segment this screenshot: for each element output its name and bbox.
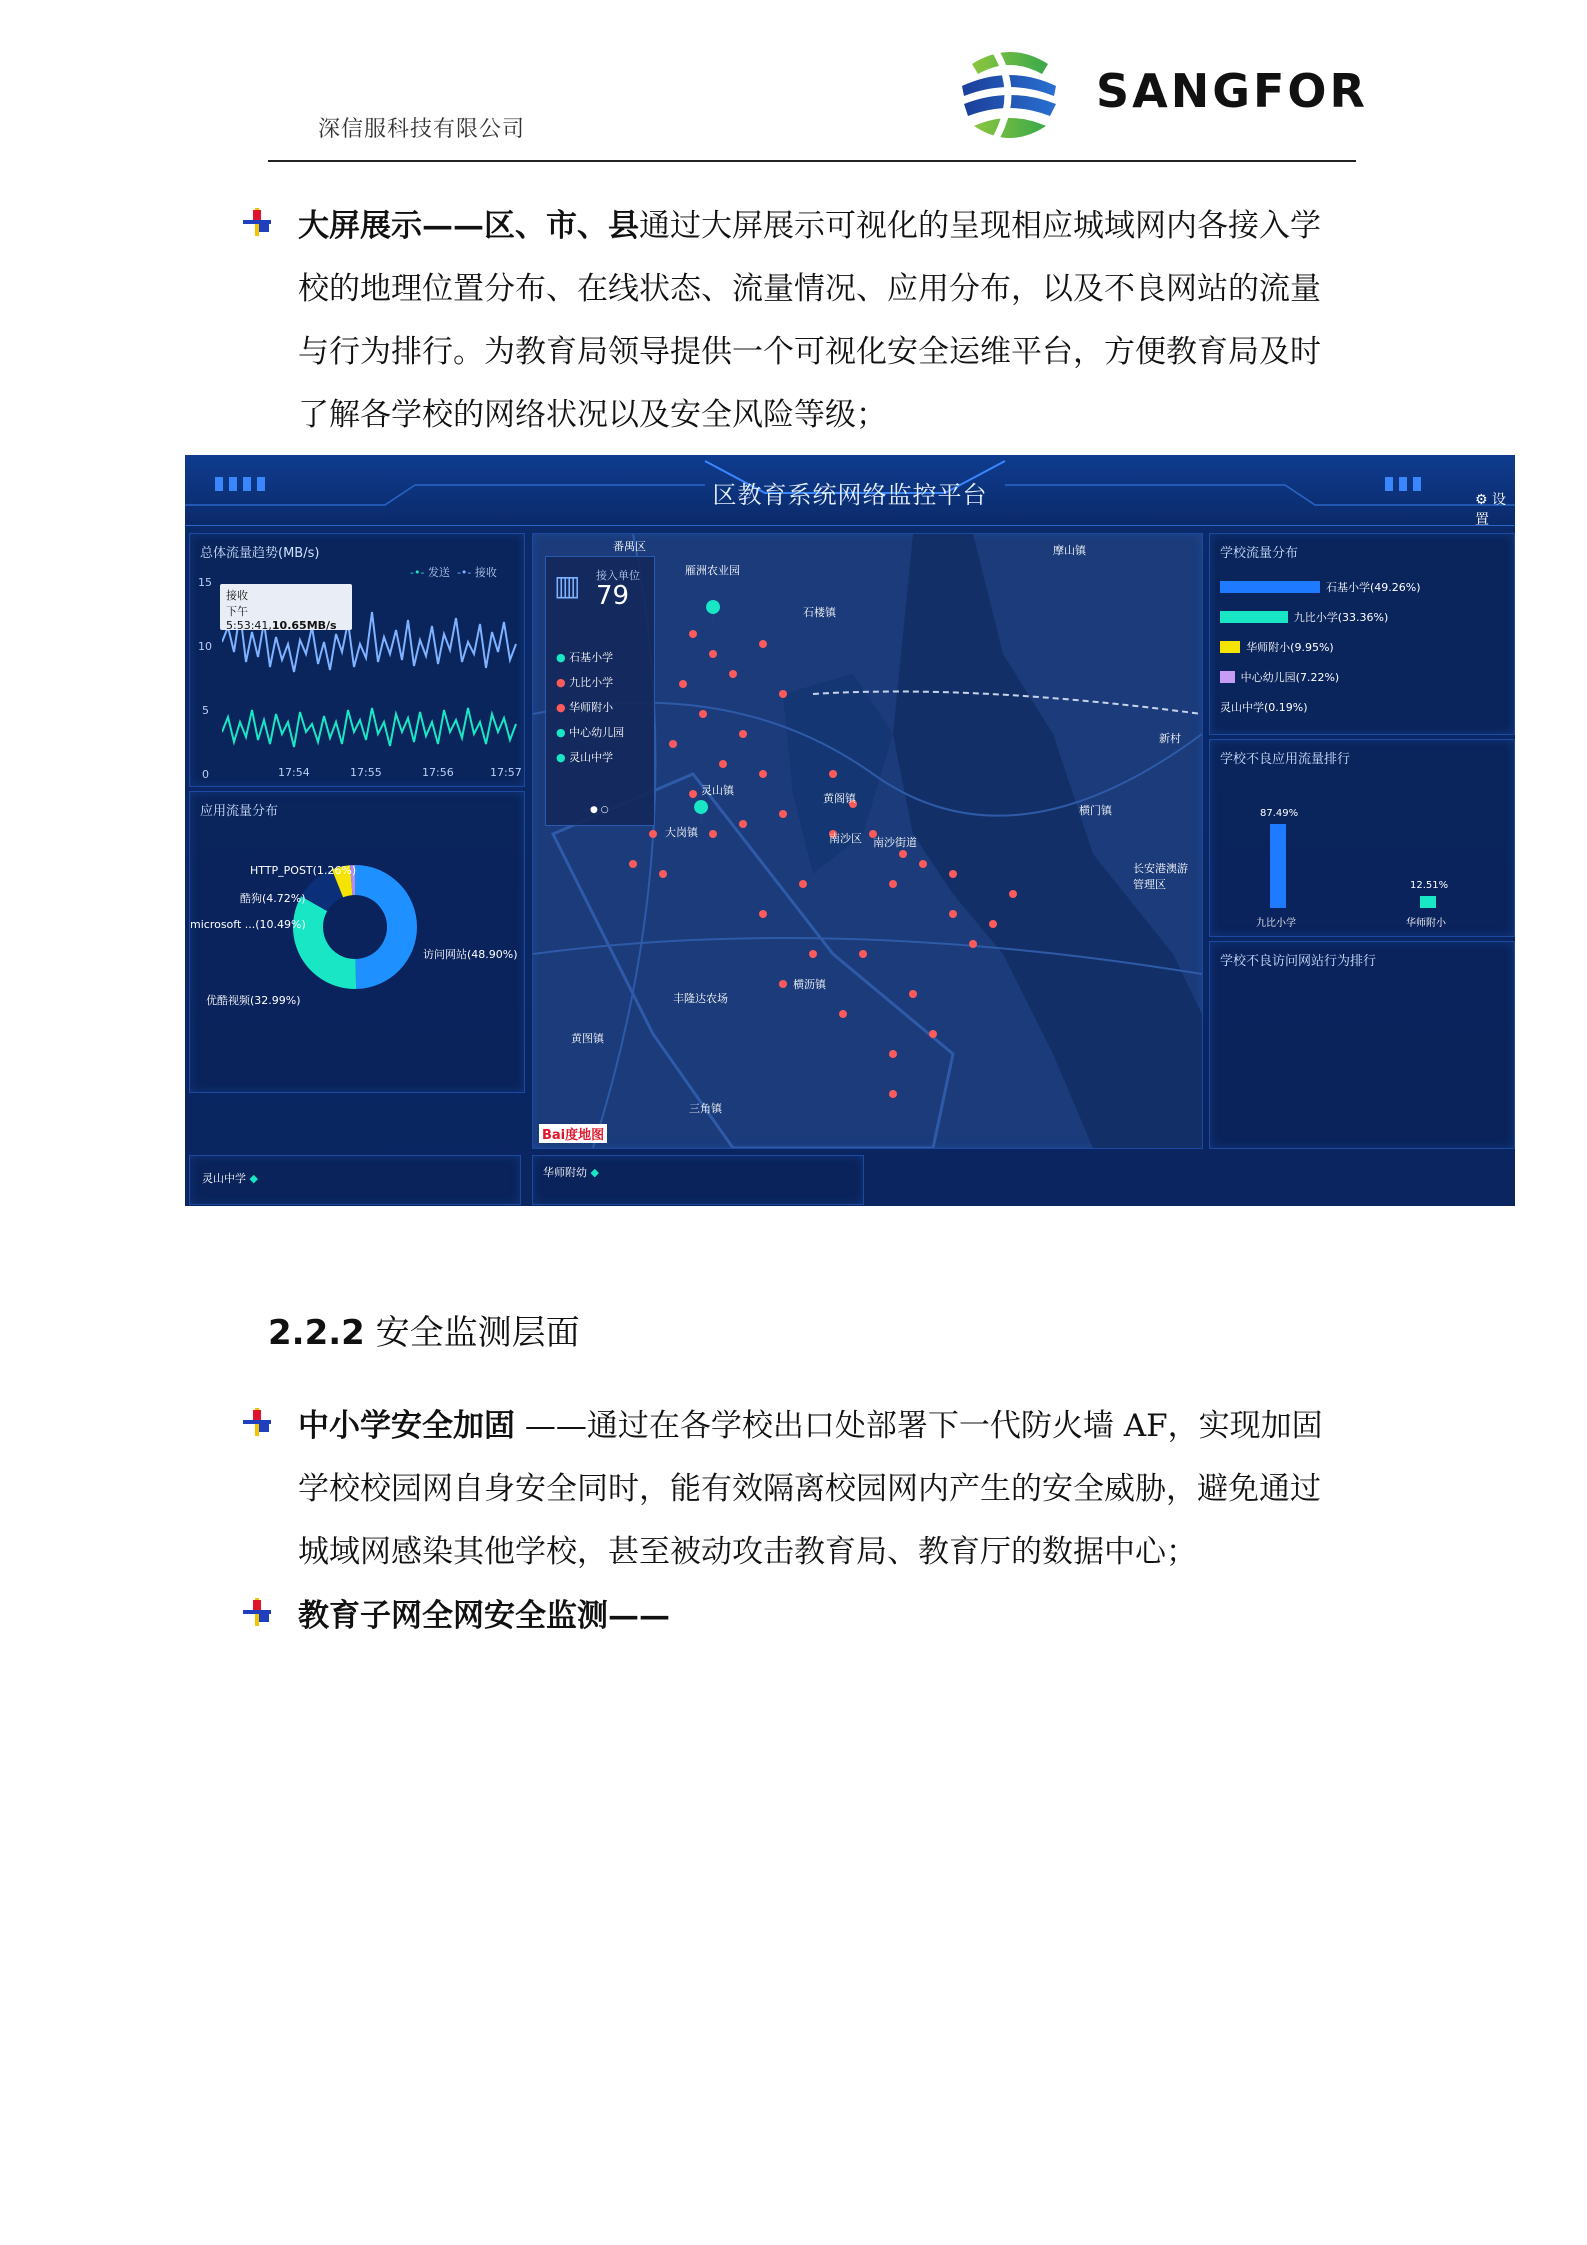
building-icon: ▥ xyxy=(554,569,581,602)
school-flow-title: 学校流量分布 xyxy=(1220,546,1299,561)
settings-button[interactable] xyxy=(1475,489,1515,529)
xtick-1757: 17:57 xyxy=(490,766,522,779)
settings-label: 设置 xyxy=(1475,492,1507,528)
ytick-15: 15 xyxy=(198,576,212,589)
xtick-1755: 17:55 xyxy=(350,766,382,779)
bad-site-title: 学校不良访问网站行为排行 xyxy=(1220,954,1377,969)
pin-icon: ● xyxy=(556,751,566,764)
access-summary-card xyxy=(545,556,655,826)
shield-icon: ◆ xyxy=(249,1172,258,1185)
place-label: 长安港澳游管理区 xyxy=(1133,862,1188,891)
pin-icon: ● xyxy=(556,701,566,714)
school-flow-row xyxy=(1220,662,1510,692)
school-flow-label: 中心幼儿园(7.22%) xyxy=(1240,671,1340,684)
section-title: 安全监测层面 xyxy=(375,1313,580,1353)
xtick-1756: 17:56 xyxy=(422,766,454,779)
paragraph-2-line-2: 学校校园网自身安全同时，能有效隔离校园网内产生的安全威胁，避免通过 xyxy=(298,1471,1321,1507)
place-label: 三角镇 xyxy=(689,1102,722,1115)
bad-app-bar xyxy=(1270,824,1286,908)
access-count: 79 xyxy=(596,581,630,611)
paragraph-1 xyxy=(298,195,1368,447)
paragraph-1-title: 大屏展示——区、市、县 xyxy=(298,208,639,244)
paragraph-2-title: 中小学安全加固 xyxy=(298,1408,515,1444)
place-label: 灵山镇 xyxy=(701,784,734,797)
pin-icon: ● xyxy=(556,726,566,739)
school-flow-row xyxy=(1220,632,1510,662)
slice-label-youku: 优酷视频(32.99%) xyxy=(206,994,301,1007)
place-label: 横沥镇 xyxy=(793,978,826,991)
bad-app-panel xyxy=(1209,739,1515,937)
sangfor-globe-icon xyxy=(950,34,1070,154)
traffic-trend-title: 总体流量趋势(MB/s) xyxy=(200,546,320,561)
place-label: 横门镇 xyxy=(1079,804,1112,817)
school-flow-row xyxy=(1220,572,1510,602)
map-panel[interactable] xyxy=(532,533,1203,1149)
app-flow-panel xyxy=(189,791,525,1093)
slice-label-kugou: 酷狗(4.72%) xyxy=(240,892,306,905)
place-label: 雁洲农业园 xyxy=(685,564,740,577)
place-label: 南沙街道 xyxy=(873,836,917,849)
bad-app-bar xyxy=(1420,896,1436,908)
dashboard-title: 区教育系统网络监控平台 xyxy=(712,481,988,509)
ytick-0: 0 xyxy=(202,768,209,781)
bottom-mid-panel xyxy=(532,1155,864,1205)
bottom-mid-tag: 华师附幼 xyxy=(543,1166,587,1179)
traffic-tooltip xyxy=(220,584,352,630)
bullet-icon xyxy=(243,1598,271,1626)
slice-label-http: HTTP_POST(1.26%) xyxy=(250,864,357,877)
bad-site-panel xyxy=(1209,941,1515,1149)
pin-icon: ● xyxy=(556,651,566,664)
header-divider xyxy=(268,160,1356,162)
traffic-trend-panel xyxy=(189,533,525,787)
slice-label-microsoft: microsoft ...(10.49%) xyxy=(190,918,306,931)
bad-app-category-label: 华师附小 xyxy=(1406,918,1446,929)
shield-icon: ◆ xyxy=(590,1166,599,1179)
donut-slice-1 xyxy=(293,896,356,989)
tooltip-title: 接收 xyxy=(226,589,248,602)
school-flow-label: 灵山中学(0.19%) xyxy=(1220,701,1308,714)
legend-recv-label: 接收 xyxy=(474,566,497,579)
place-label: 新村 xyxy=(1159,732,1181,745)
tooltip-value: 10.65MB/s xyxy=(271,619,337,632)
bad-app-category-label: 九比小学 xyxy=(1256,918,1296,929)
baidu-map-logo: Bai度地图 xyxy=(539,1124,607,1143)
paragraph-2-line-3: 城域网感染其他学校，甚至被动攻击教育局、教育厅的数据中心； xyxy=(298,1534,1197,1570)
bad-app-bars xyxy=(1210,776,1514,932)
paragraph-1-line-2: 校的地理位置分布、在线状态、流量情况、应用分布，以及不良网站的流量 xyxy=(298,271,1321,307)
xtick-1754: 17:54 xyxy=(278,766,310,779)
school-flow-bar xyxy=(1220,671,1235,683)
company-name: 深信服科技有限公司 xyxy=(318,117,526,142)
paragraph-3 xyxy=(298,1585,1368,1648)
school-legend-item: 九比小学 xyxy=(569,676,614,689)
bad-app-title: 学校不良应用流量排行 xyxy=(1220,752,1351,767)
school-legend-item: 灵山中学 xyxy=(569,751,614,764)
paragraph-1-line-1: 通过大屏展示可视化的呈现相应城域网内各接入学 xyxy=(639,208,1321,244)
place-label: 石楼镇 xyxy=(803,606,836,619)
school-flow-panel xyxy=(1209,533,1515,735)
place-label: 黄图镇 xyxy=(571,1032,604,1045)
school-flow-label: 九比小学(33.36%) xyxy=(1293,611,1389,624)
place-label: 黄阁镇 xyxy=(823,792,856,805)
place-label: 番禺区 xyxy=(613,540,646,553)
place-label: 丰隆达农场 xyxy=(673,992,728,1005)
paragraph-3-title: 教育子网全网安全监测—— xyxy=(298,1598,670,1634)
section-number: 2.2.2 xyxy=(268,1313,365,1353)
bad-app-value-label: 12.51% xyxy=(1410,879,1449,891)
school-flow-row xyxy=(1220,692,1510,722)
school-flow-bar xyxy=(1220,611,1288,623)
bad-app-value-label: 87.49% xyxy=(1260,808,1299,819)
bullet-icon xyxy=(243,1408,271,1436)
school-flow-bar xyxy=(1220,641,1240,653)
brand-name: SANGFOR xyxy=(1096,64,1368,118)
place-label: 南沙区 xyxy=(829,832,862,845)
access-label: 接入单位 xyxy=(596,569,640,582)
section-heading xyxy=(268,1305,580,1354)
school-flow-bar xyxy=(1220,581,1320,593)
legend-recv-icon: -•- xyxy=(456,566,472,579)
carousel-dots-icon[interactable]: ● ○ xyxy=(590,805,609,815)
dashboard-screenshot xyxy=(185,455,1515,1206)
school-flow-label: 华师附小(9.95%) xyxy=(1246,641,1334,654)
school-flow-bars xyxy=(1220,572,1510,722)
bottom-left-panel xyxy=(189,1155,521,1205)
bullet-icon xyxy=(243,208,271,236)
slice-label-web: 访问网站(48.90%) xyxy=(423,948,518,961)
school-legend-item: 中心幼儿园 xyxy=(569,726,625,739)
donut-slice-0 xyxy=(355,865,417,989)
paragraph-2 xyxy=(298,1395,1368,1584)
ytick-5: 5 xyxy=(202,704,209,717)
tooltip-time: 下午5:53:41, xyxy=(226,605,272,632)
app-flow-donut xyxy=(290,862,420,992)
paragraph-2-line-1: ——通过在各学校出口处部署下一代防火墙 AF，实现加固 xyxy=(524,1408,1323,1444)
school-legend xyxy=(556,645,624,770)
school-legend-item: 石基小学 xyxy=(569,651,614,664)
app-flow-title: 应用流量分布 xyxy=(200,804,279,819)
gear-icon: ⚙ xyxy=(1475,492,1488,508)
school-flow-label: 石基小学(49.26%) xyxy=(1326,581,1421,594)
send-series xyxy=(222,708,516,747)
traffic-legend xyxy=(410,564,497,580)
school-legend-item: 华师附小 xyxy=(569,701,614,714)
ytick-10: 10 xyxy=(198,640,212,653)
pin-icon: ● xyxy=(556,676,566,689)
place-label: 大岗镇 xyxy=(665,826,698,839)
place-label: 摩山镇 xyxy=(1053,544,1086,557)
bottom-left-tag: 灵山中学 xyxy=(202,1172,246,1185)
legend-send-label: 发送 xyxy=(427,566,450,579)
legend-send-icon: -•- xyxy=(410,566,425,579)
school-flow-row xyxy=(1220,602,1510,632)
paragraph-1-line-3: 与行为排行。为教育局领导提供一个可视化安全运维平台，方便教育局及时 xyxy=(298,334,1321,370)
paragraph-1-line-4: 了解各学校的网络状况以及安全风险等级； xyxy=(298,397,887,433)
